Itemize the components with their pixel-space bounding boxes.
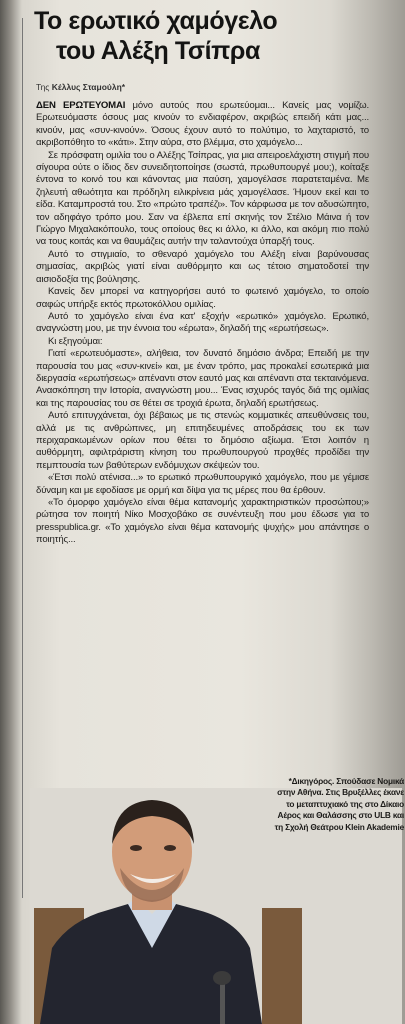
author-bio: *Δικηγόρος. Σπούδασε Νομικά στην Αθήνα. Στις Βρυξέλλες έκανε το μεταπτυχιακό της στο Δίκαιο Αέρος και Θαλάσσης στο ULB και τη Σχολή Θεάτρου Klein Akademie: [274, 776, 404, 832]
paragraph-5: Αυτό το χαμόγελο είναι ένα κατ' εξοχήν «ερωτικό» χαμόγελο. Ερωτικό, αναγνώστη μου, με την έννοια του «έρωτα», δηλαδή της «ερωτήσεως».: [36, 310, 369, 335]
article-body: [36, 100, 369, 547]
byline: [36, 82, 125, 92]
paragraph-4: Κανείς δεν μπορεί να κατηγορήσει αυτό το φωτεινό χαμόγελο, το οποίο σαφώς υπήρξε εκτός πρωτοκόλλου ομιλίας.: [36, 286, 369, 310]
paragraph-3: Αυτό το στιγμιαίο, το σθεναρό χαμόγελο του Αλέξη είναι βαρύνουσας σημασίας, ακριβώς γιατί είναι αυθόρμητο και ως τέτοιο σηματοδοτεί την αισιοδοξία της βούλησης.: [36, 248, 369, 285]
paragraph-6: Κι εξηγούμαι:: [48, 335, 103, 347]
paragraph-10: «Το όμορφο χαμόγελο είναι θέμα κατανομής χαρακτηριστικών προσώπου;» ρώτησα τον ποιητή Νίκο Μοσχοβάκο σε συνέντευξη που μου έδωσε για το presspublica.gr. «Το χαμόγελο είναι θέμα κατανομής ψυχής» μου απάντησε ο ποιητής...: [36, 497, 369, 546]
column-rule: [22, 18, 23, 898]
byline-author: Κέλλυς Σταμούλη*: [51, 82, 126, 92]
title-line-1: Το ερωτικό χαμόγελο: [34, 7, 278, 35]
paragraph-2: Σε πρόσφατη ομιλία του ο Αλέξης Τσίπρας, για μια απειροελάχιστη στιγμή που σίγουρα ούτε ο ίδιος δεν συνειδητοποίησε (σωστά, πρωθυπουργέ μου;), κοίταξε έντονα το κοινό του και κάνοντας μια παύση, χαμογέλασε παρατεταμένα. Με ζηλευτή αθωότητα και πρόδηλη ειλικρίνεια μάς χαμογέλασε. Ήμουν εκεί και το είδα. Καταμπροστά του. Στο «πρώτο τραπέζι». Τον κάρφωσα με τον αδυσώπητο, τον αδηφάγο τρόπο μου. Σαν να έβλεπα επί σκηνής τον Στέλιο Μάινα ή τον Γιώργο Μιχαλακόπουλο, τους οποίους θες κι άλλο, κι άλλο, και ακόμη πιο πολύ να τους κοιτάς και να θαυμάζεις αυτήν την ταλαντούχα ύπαρξή τους.: [36, 149, 369, 248]
article-column: [30, 0, 404, 1024]
paragraph-1-text: μόνο αυτούς που ερωτεύομαι... Κανείς μας νομίζω. Ερωτευόμαστε όσους μας κινούν το ενδιαφέρον, ακριβώς επειδή κάτι μας... κινούν, μας «συν-κινούν». Όσους έχουν αυτό το πολύτιμο, το λαχταριστό, το ακριβοπόθητο το «κάτι». Στην αύρα, στο βλέμμα, στο χαμόγελο...: [36, 100, 369, 149]
paragraph-9: «Έτσι πολύ ατένισα...» το ερωτικό πρωθυπουργικό χαμόγελο, που με γέμισε δύναμη και με εφοδίασε με ορμή και δίψα για τις μέρες που θα έρθουν.: [36, 472, 369, 496]
article-title: [34, 6, 370, 66]
paragraph-8: Αυτό επιτυγχάνεται, όχι βέβαιως με τις στενώς κομματικές απευθύνσεις του, αλλά με τις ανθρώπινες, μη επιτηδευμένες αποδράσεις του εκ των περιχαρακωμένων ορίων που θέτει το δημόσιο αξίωμα. Έτσι λοιπόν η αυθόρμητη, αφιλτράριστη κίνηση του πρωθυπουργού προχθές προδίδει την πεμπτουσία των βαθύτερων ενδόμυχων σκέψεών του.: [36, 410, 369, 471]
byline-prefix: Της: [36, 82, 52, 92]
title-line-2: του Αλέξη Τσίπρα: [56, 37, 260, 65]
lead-in: ΔΕΝ ΕΡΩΤΕΥΟΜΑΙ: [36, 100, 126, 111]
paragraph-7: Γιατί «ερωτευόμαστε», αλήθεια, τον δυνατό δημόσιο άνδρα; Επειδή με την παρουσία του μας «συν-κινεί» και, με έναν τρόπο, μας προκαλεί εσωτερικά μια διεργασία «ερωτήσεως» απέναντι στον εαυτό μας και απέναντι στα τεκταινόμενα. Ανασκόπηση την Ιστορία, αναγνώστη μου... Ένας ισχυρός ταγός διά της ομιλίας και της παρουσίας του σε θέτει σε τροχιά έρωτα, δηλαδή ερωτήσεως.: [36, 348, 369, 409]
paragraph-1: [36, 100, 369, 150]
